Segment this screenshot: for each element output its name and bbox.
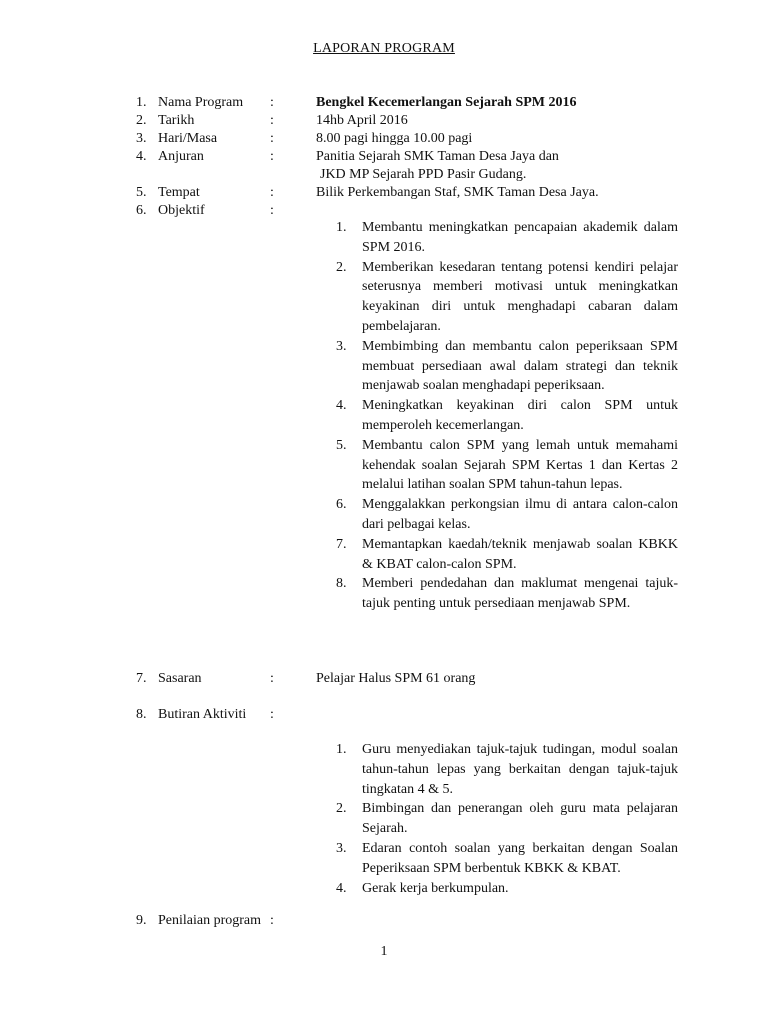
field-value-target: Pelajar Halus SPM 61 orang: [316, 671, 476, 686]
list-item-text: Membantu meningkatkan pencapaian akademik dalam SPM 2016.: [362, 220, 678, 255]
list-item-number: 2.: [336, 259, 347, 275]
field-colon: :: [270, 95, 274, 110]
field-label: Tarikh: [158, 113, 195, 128]
list-item-text: Menggalakkan perkongsian ilmu di antara calon-calon dari pelbagai kelas.: [362, 497, 678, 532]
list-item: [336, 740, 678, 799]
list-item: [336, 799, 678, 839]
field-value-venue: Bilik Perkembangan Staf, SMK Taman Desa Jaya.: [316, 185, 599, 200]
field-number: 8.: [136, 707, 147, 722]
list-item-text: Memantapkan kaedah/teknik menjawab soalan KBKK & KBAT calon-calon SPM.: [362, 536, 678, 572]
field-value-organizer: Panitia Sejarah SMK Taman Desa Jaya dan: [316, 149, 559, 164]
field-colon: :: [270, 113, 274, 128]
field-label: Penilaian program: [158, 913, 262, 928]
list-item-number: 5.: [336, 437, 347, 453]
list-item-number: 1.: [336, 742, 347, 757]
list-item-number: 1.: [336, 220, 347, 235]
list-item: [336, 495, 678, 535]
page-number: 1: [380, 944, 388, 959]
list-item-text: Edaran contoh soalan yang berkaitan dengan Soalan Peperiksaan SPM berbentuk KBKK & KBAT.: [362, 840, 678, 876]
field-value-date: 14hb April 2016: [316, 113, 408, 128]
field-label: Sasaran: [158, 671, 202, 686]
field-label: Anjuran: [158, 149, 204, 164]
field-number: 1.: [136, 95, 147, 110]
field-label: Objektif: [158, 203, 205, 218]
list-item: [336, 396, 678, 436]
list-item-number: 8.: [336, 576, 347, 592]
list-item: [336, 218, 678, 258]
activities-list: [336, 740, 678, 898]
list-item-text: Meningkatkan keyakinan diri calon SPM untuk memperoleh kecemerlangan.: [362, 398, 678, 433]
list-item: [336, 574, 678, 614]
field-number: 6.: [136, 203, 147, 218]
field-number: 2.: [136, 113, 147, 128]
list-item-text: Membantu calon SPM yang lemah untuk memahami kehendak soalan Sejarah SPM Kertas 1 dan Kertas 2 melalui latihan soalan SPM tahun-tahun lepas.: [362, 437, 678, 493]
field-number: 3.: [136, 131, 147, 146]
field-label: Nama Program: [158, 95, 244, 110]
list-item: [336, 535, 678, 575]
list-item-text: Memberi pendedahan dan maklumat mengenai tajuk-tajuk penting untuk persediaan menjawab SPM.: [362, 576, 678, 612]
field-number: 9.: [136, 913, 147, 928]
page-title: LAPORAN PROGRAM: [313, 41, 455, 56]
field-colon: :: [270, 671, 274, 686]
list-item-number: 6.: [336, 497, 347, 513]
field-colon: :: [270, 707, 274, 722]
list-item-number: 4.: [336, 398, 347, 414]
list-item-number: 3.: [336, 840, 347, 856]
list-item: [336, 436, 678, 495]
list-item: [336, 879, 678, 899]
list-item-text: Memberikan kesedaran tentang potensi kendiri pelajar seterusnya memberi motivasi untuk meningkatkan keyakinan diri untuk menghadapi cabaran dalam pembelajaran.: [362, 259, 678, 334]
list-item-text: Guru menyediakan tajuk-tajuk tudingan, modul soalan tahun-tahun lepas yang berkaitan dengan tajuk-tajuk tingkatan 4 & 5.: [362, 742, 678, 797]
field-colon: :: [270, 131, 274, 146]
list-item: [336, 258, 678, 337]
list-item-number: 2.: [336, 801, 347, 817]
field-label: Butiran Aktiviti: [158, 707, 247, 722]
list-item: [336, 337, 678, 396]
objectives-list: [336, 218, 678, 614]
field-colon: :: [270, 913, 274, 928]
list-item-text: Bimbingan dan penerangan oleh guru mata pelajaran Sejarah.: [362, 801, 678, 837]
list-item-number: 3.: [336, 338, 347, 354]
list-item-text: Gerak kerja berkumpulan.: [362, 880, 509, 896]
field-label: Hari/Masa: [158, 131, 218, 146]
field-label: Tempat: [158, 185, 200, 200]
list-item-number: 7.: [336, 536, 347, 552]
list-item-number: 4.: [336, 880, 347, 896]
field-number: 7.: [136, 671, 147, 686]
field-value-program-name: Bengkel Kecemerlangan Sejarah SPM 2016: [316, 95, 577, 110]
list-item-text: Membimbing dan membantu calon peperiksaan SPM membuat persediaan awal dalam strategi dan teknik menjawab soalan menghadapi peperiksaan.: [362, 338, 678, 394]
field-number: 5.: [136, 185, 147, 200]
field-value-organizer-line2: JKD MP Sejarah PPD Pasir Gudang.: [320, 167, 527, 182]
field-colon: :: [270, 185, 274, 200]
field-number: 4.: [136, 149, 147, 164]
list-item: [336, 839, 678, 879]
field-colon: :: [270, 203, 274, 218]
field-value-time: 8.00 pagi hingga 10.00 pagi: [316, 131, 473, 146]
field-colon: :: [270, 149, 274, 164]
